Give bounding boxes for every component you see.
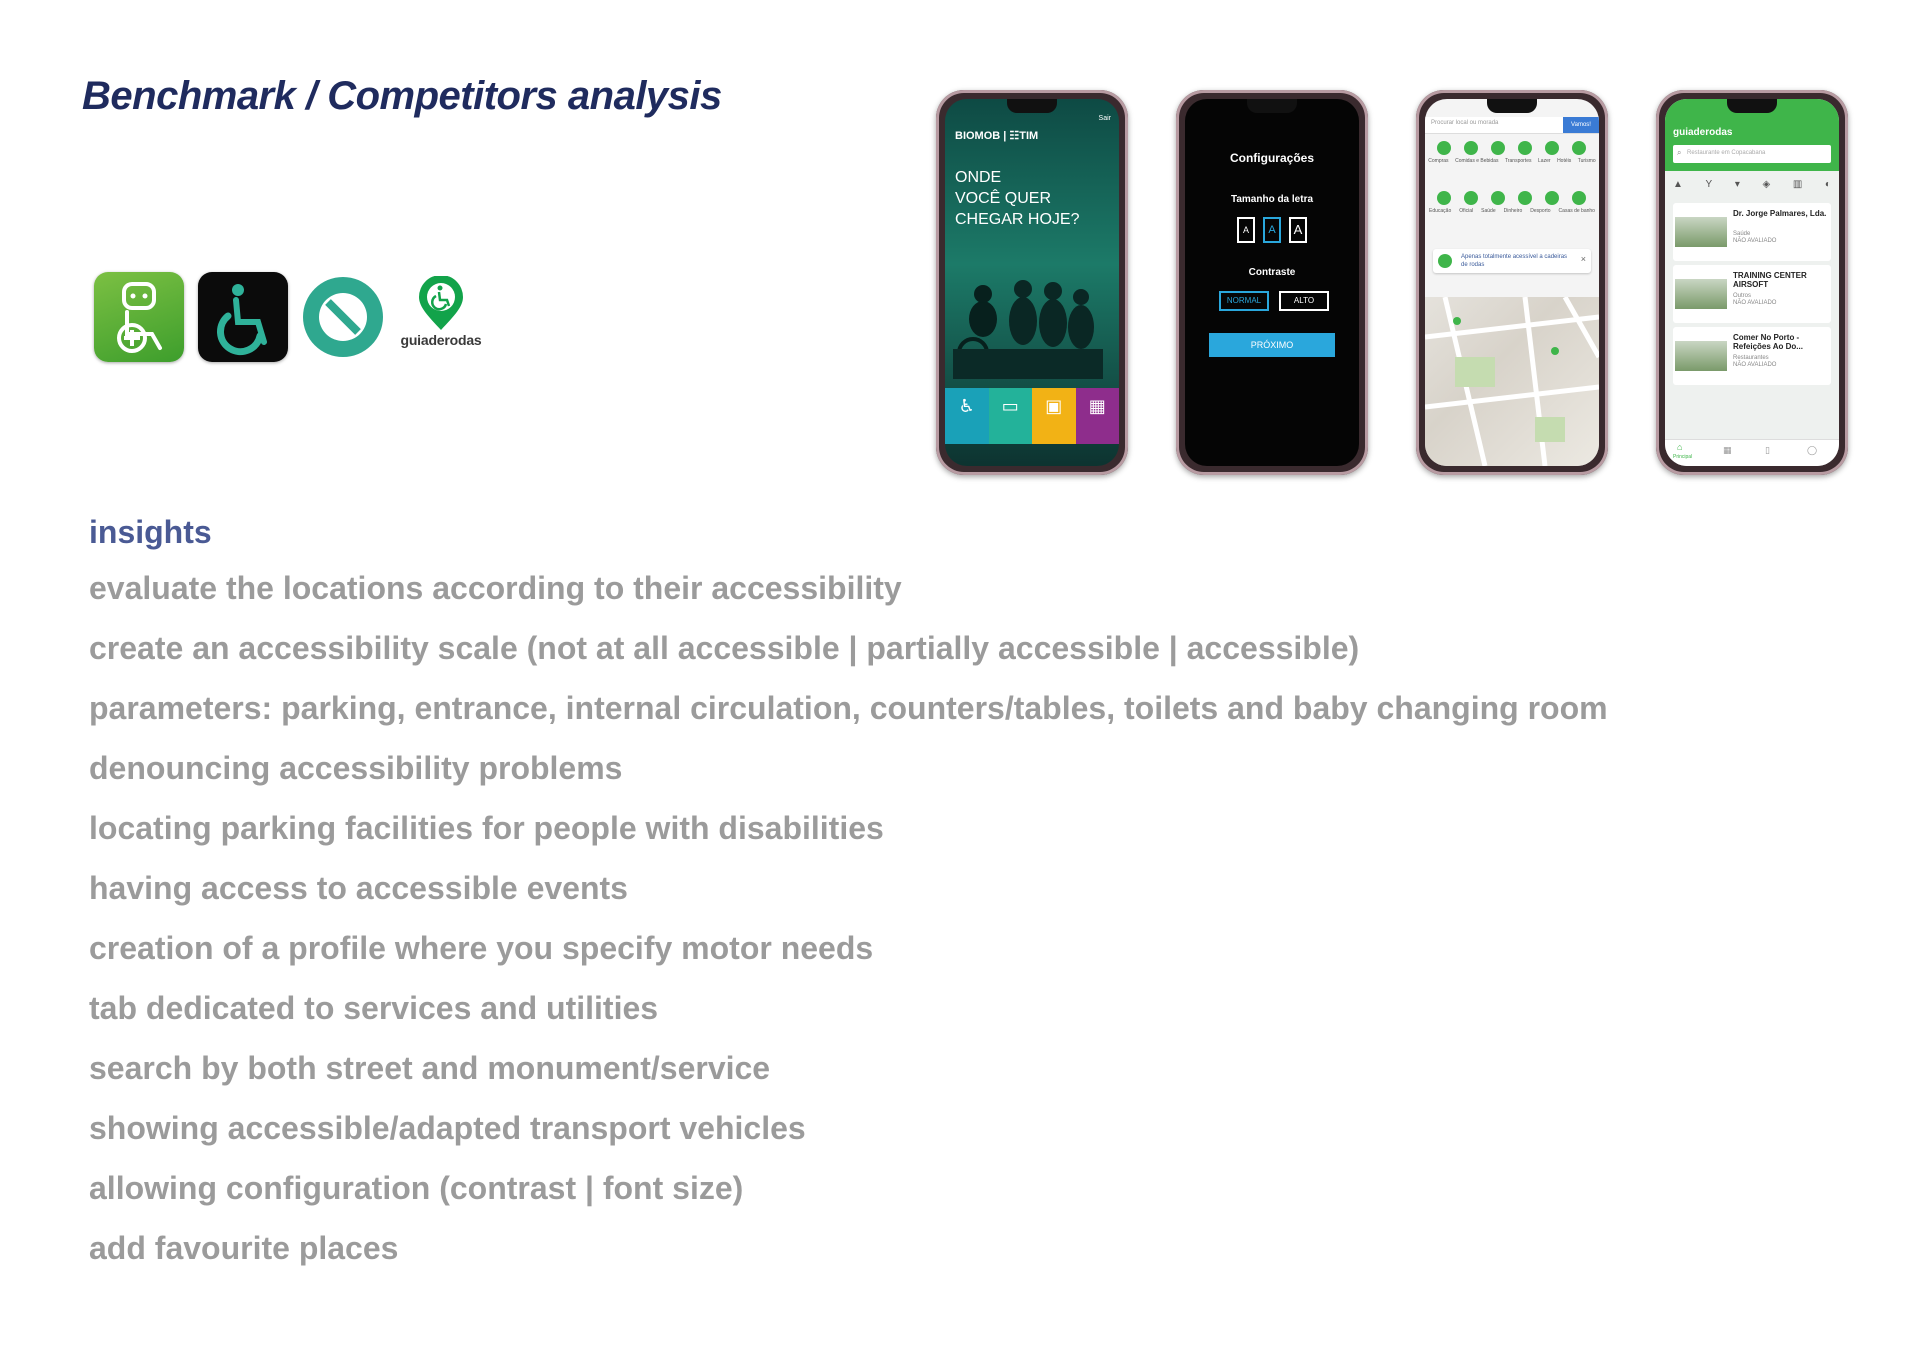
shopping-icon[interactable] bbox=[1437, 141, 1451, 155]
robot-wheelchair-icon bbox=[94, 272, 184, 362]
category-label: Educação bbox=[1429, 208, 1452, 214]
category-label: Comidas e Bebidas bbox=[1455, 158, 1499, 164]
place-meta bbox=[1733, 293, 1776, 307]
insight-item: denouncing accessibility problems bbox=[89, 750, 623, 786]
bottom-nav bbox=[1665, 439, 1839, 466]
more-icon[interactable]: ◐ bbox=[1824, 179, 1831, 190]
map-pin-wheelchair-icon bbox=[396, 276, 486, 332]
calendar-icon: ▦ bbox=[1088, 396, 1106, 416]
building-icon[interactable]: ▥ bbox=[1792, 179, 1803, 190]
filter-text: Apenas totalmente acessível a cadeiras de rodas bbox=[1461, 254, 1568, 268]
place-category: Outros bbox=[1733, 293, 1752, 299]
hotel-icon[interactable] bbox=[1545, 141, 1559, 155]
phone-biomob bbox=[936, 90, 1128, 475]
category-label: Desporto bbox=[1530, 208, 1551, 214]
page-title: Benchmark / Competitors analysis bbox=[82, 74, 722, 118]
category-filter-bar bbox=[1673, 179, 1831, 195]
insight-item: creation of a profile where you specify motor needs bbox=[89, 930, 874, 966]
biomob-headline bbox=[955, 167, 1079, 230]
place-meta bbox=[1733, 231, 1776, 245]
insight-item: parameters: parking, entrance, internal circulation, counters/tables, toilets and baby changing room bbox=[89, 690, 1608, 726]
insight-item: showing accessible/adapted transport vehicles bbox=[89, 1110, 806, 1146]
hotel-icon[interactable]: ▲ bbox=[1673, 179, 1683, 190]
insight-item: locating parking facilities for people with disabilities bbox=[89, 810, 884, 846]
category-label: Transportes bbox=[1504, 158, 1532, 164]
place-name: Comer No Porto - Refeições Ao Do... bbox=[1733, 333, 1803, 351]
cart-icon[interactable]: ▾ bbox=[1734, 179, 1740, 190]
insight-item: having access to accessible events bbox=[89, 870, 628, 906]
wheelchair-icon bbox=[198, 272, 288, 362]
tourism-icon[interactable] bbox=[1572, 141, 1586, 155]
biomob-headline-line: CHEGAR HOJE? bbox=[955, 211, 1080, 228]
tile-job[interactable] bbox=[1032, 388, 1076, 444]
tile-accessible-place[interactable] bbox=[945, 388, 989, 444]
phone-notch bbox=[1247, 99, 1297, 113]
sport-icon[interactable] bbox=[1545, 191, 1559, 205]
font-size-label: Tamanho da letra bbox=[1230, 194, 1314, 205]
people-silhouette-image bbox=[953, 249, 1103, 379]
map-go-button[interactable]: Vamos! bbox=[1563, 117, 1599, 133]
search-icon: ⌕ bbox=[1677, 148, 1682, 157]
phone-notch bbox=[1007, 99, 1057, 113]
place-status: NÃO AVALIADO bbox=[1733, 300, 1777, 306]
category-label: Saúde bbox=[1481, 208, 1496, 214]
place-photo bbox=[1675, 279, 1727, 309]
search-placeholder: Restaurante em Copacabana bbox=[1687, 150, 1766, 156]
wheelchair-icon: ♿ bbox=[958, 396, 975, 416]
place-card[interactable] bbox=[1673, 203, 1831, 261]
next-button[interactable]: PRÓXIMO bbox=[1209, 333, 1335, 357]
official-icon[interactable] bbox=[1464, 191, 1478, 205]
insight-item: tab dedicated to services and utilities bbox=[89, 990, 659, 1026]
toilet-icon[interactable] bbox=[1572, 191, 1586, 205]
car-icon: ▭ bbox=[1001, 396, 1019, 416]
black-wheelchair-app-logo bbox=[198, 272, 288, 362]
place-category: Restaurantes bbox=[1733, 355, 1769, 361]
category-label: Oficial bbox=[1459, 208, 1474, 214]
leisure-icon[interactable] bbox=[1518, 141, 1532, 155]
teal-ring-app-logo bbox=[302, 276, 384, 358]
wheelchair-icon bbox=[1438, 254, 1452, 268]
bookmark-icon[interactable]: ▯ bbox=[1765, 445, 1770, 455]
place-photo bbox=[1675, 341, 1727, 371]
ring-icon bbox=[302, 276, 384, 358]
green-accessibility-app-logo bbox=[94, 272, 184, 362]
map-view[interactable] bbox=[1425, 297, 1599, 466]
transport-icon[interactable] bbox=[1491, 141, 1505, 155]
place-card[interactable] bbox=[1673, 265, 1831, 323]
category-labels-1 bbox=[1425, 158, 1599, 164]
category-labels-2 bbox=[1425, 208, 1599, 214]
tile-parking[interactable] bbox=[989, 388, 1033, 444]
config-screen bbox=[1185, 99, 1359, 466]
education-icon[interactable] bbox=[1437, 191, 1451, 205]
biomob-brand: BIOMOB | ☷TIM bbox=[955, 130, 1039, 142]
biomob-screen bbox=[945, 99, 1119, 466]
cocktail-icon[interactable]: Y bbox=[1705, 179, 1713, 190]
nav-home-label: Principal bbox=[1673, 454, 1693, 460]
accessibility-filter-toggle[interactable] bbox=[1433, 249, 1591, 273]
insight-item: evaluate the locations according to their accessibility bbox=[89, 570, 902, 606]
category-label: Compras bbox=[1428, 158, 1449, 164]
phone-map-app bbox=[1416, 90, 1608, 475]
category-label: Hotéis bbox=[1557, 158, 1572, 164]
biomob-tiles bbox=[945, 388, 1119, 444]
category-label: Casas de banho bbox=[1558, 208, 1595, 214]
font-medium-option[interactable]: A bbox=[1263, 217, 1281, 243]
map-search-bar bbox=[1425, 117, 1599, 134]
phone-notch bbox=[1727, 99, 1777, 113]
category-label: Lazer bbox=[1538, 158, 1551, 164]
map-app-screen bbox=[1425, 99, 1599, 466]
insights-list bbox=[89, 564, 1608, 1284]
place-photo bbox=[1675, 217, 1727, 247]
food-icon[interactable] bbox=[1464, 141, 1478, 155]
contrast-normal-button[interactable]: NORMAL bbox=[1219, 291, 1269, 311]
tile-events[interactable] bbox=[1076, 388, 1120, 444]
config-title: Configurações bbox=[1229, 151, 1314, 165]
insight-item: create an accessibility scale (not at all accessible | partially accessible | accessible) bbox=[89, 630, 1360, 666]
user-icon[interactable]: ◯ bbox=[1807, 445, 1818, 455]
phone-guiaderodas bbox=[1656, 90, 1848, 475]
contrast-high-button[interactable]: ALTO bbox=[1279, 291, 1329, 311]
category-label: Dinheiro bbox=[1503, 208, 1523, 214]
font-small-option[interactable]: A bbox=[1237, 217, 1255, 243]
money-icon[interactable] bbox=[1518, 191, 1532, 205]
place-card[interactable] bbox=[1673, 327, 1831, 385]
phone-config bbox=[1176, 90, 1368, 475]
close-icon[interactable]: × bbox=[1580, 254, 1586, 264]
map-search-input[interactable]: Procurar local ou morada bbox=[1431, 120, 1499, 126]
font-large-option[interactable]: A bbox=[1289, 217, 1307, 243]
biomob-exit-link[interactable]: Sair bbox=[1098, 115, 1111, 122]
home-icon[interactable]: ⌂ bbox=[1677, 442, 1683, 452]
place-category: Saúde bbox=[1733, 231, 1751, 237]
place-name: TRAINING CENTER AIRSOFT bbox=[1733, 271, 1807, 289]
place-status: NÃO AVALIADO bbox=[1733, 362, 1777, 368]
place-name: Dr. Jorge Palmares, Lda. bbox=[1733, 209, 1827, 218]
insights-heading: insights bbox=[89, 514, 212, 550]
grid-icon[interactable]: ▦ bbox=[1723, 445, 1732, 455]
guiaderodas-label: guiaderodas bbox=[400, 332, 482, 348]
contrast-label: Contraste bbox=[1248, 267, 1296, 278]
briefcase-icon: ▣ bbox=[1045, 396, 1063, 416]
place-status: NÃO AVALIADO bbox=[1733, 238, 1777, 244]
shield-icon[interactable]: ◈ bbox=[1762, 179, 1771, 190]
insight-item: allowing configuration (contrast | font size) bbox=[89, 1170, 744, 1206]
guiaderodas-screen bbox=[1665, 99, 1839, 466]
guiaderodas-logo bbox=[396, 276, 486, 352]
street-map-image bbox=[1425, 297, 1599, 466]
health-icon[interactable] bbox=[1491, 191, 1505, 205]
biomob-headline-line: ONDE bbox=[955, 169, 1002, 186]
phone-notch bbox=[1487, 99, 1537, 113]
insight-item: add favourite places bbox=[89, 1230, 399, 1266]
guiaderodas-title: guiaderodas bbox=[1673, 127, 1733, 138]
place-meta bbox=[1733, 355, 1776, 369]
insight-item: search by both street and monument/service bbox=[89, 1050, 771, 1086]
category-label: Turismo bbox=[1577, 158, 1596, 164]
biomob-headline-line: VOCÊ QUER bbox=[955, 190, 1052, 207]
guiaderodas-search-input[interactable] bbox=[1673, 145, 1831, 163]
